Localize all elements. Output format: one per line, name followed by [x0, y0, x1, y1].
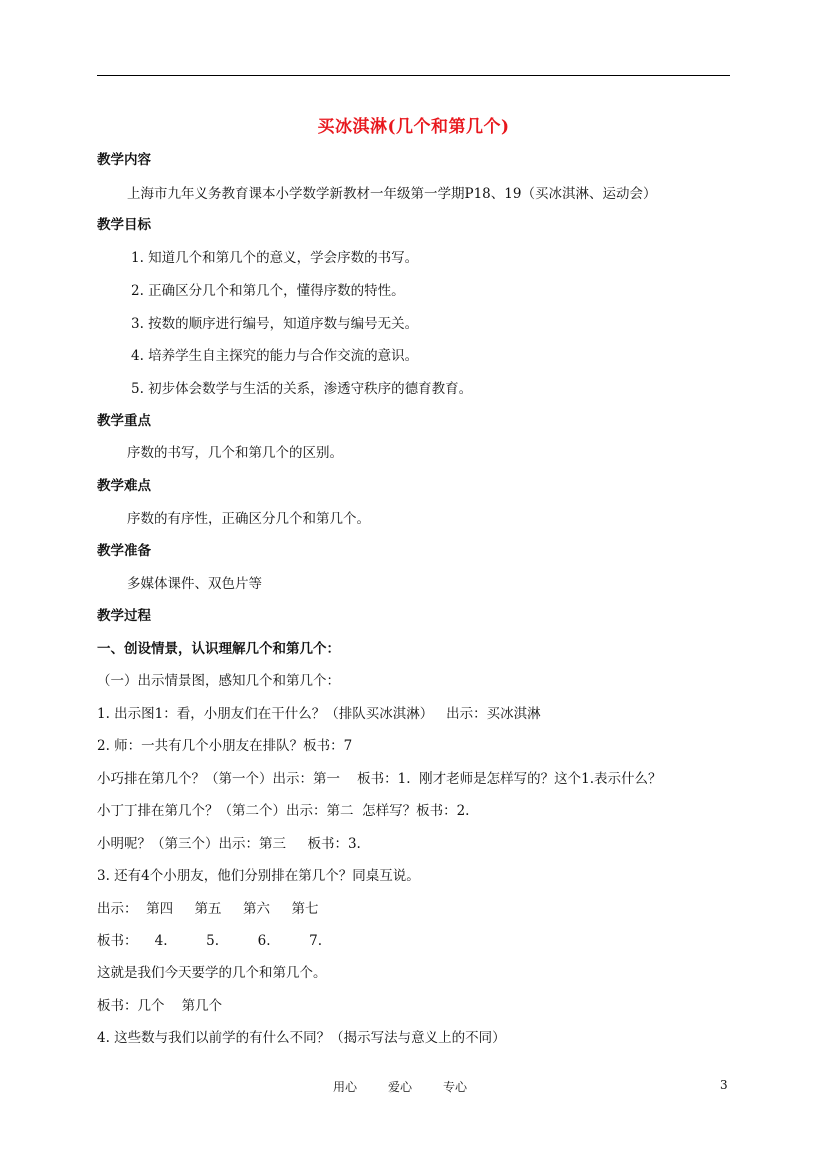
process-line-3: 1. 出示图1：看，小朋友们在干什么？（排队买冰淇淋） 出示：买冰淇淋: [97, 706, 541, 722]
heading-process: 教学过程: [97, 608, 151, 624]
goal-item-2: 2. 正确区分几个和第几个，懂得序数的特性。: [131, 283, 405, 299]
process-line-8: 3. 还有4个小朋友，他们分别排在第几个？同桌互说。: [97, 868, 420, 884]
document-title: 买冰淇淋(几个和第几个): [317, 117, 510, 137]
goal-item-3: 3. 按数的顺序进行编号，知道序数与编号无关。: [131, 316, 419, 332]
heading-difficulty: 教学难点: [97, 478, 151, 494]
process-line-5: 小巧排在第几个？（第一个）出示：第一 板书：1. 刚才老师是怎样写的？这个1.表示什么？: [97, 771, 662, 787]
key-point-text: 序数的书写，几个和第几个的区别。: [127, 445, 343, 461]
goal-item-4: 4. 培养学生自主探究的能力与合作交流的意识。: [131, 348, 419, 364]
page-number: 3: [720, 1078, 728, 1092]
footer-text-right: 专心: [443, 1080, 468, 1094]
process-line-1: 一、创设情景，认识理解几个和第几个：: [97, 641, 340, 657]
heading-teaching-content: 教学内容: [97, 152, 151, 168]
footer-text-left: 用心: [333, 1080, 358, 1094]
process-line-4: 2. 师：一共有几个小朋友在排队？板书：7: [97, 738, 353, 754]
goal-item-1: 1. 知道几个和第几个的意义，学会序数的书写。: [131, 250, 419, 266]
process-line-7: 小明呢？（第三个）出示：第三 板书：3.: [97, 836, 361, 852]
goal-item-5: 5. 初步体会数学与生活的关系，渗透守秩序的德育教育。: [131, 381, 473, 397]
process-line-9: 出示： 第四 第五 第六 第七: [97, 901, 319, 917]
process-line-10: 板书： 4. 5. 6. 7.: [97, 933, 323, 949]
process-line-6: 小丁丁排在第几个？（第二个）出示：第二 怎样写？板书：2.: [97, 803, 470, 819]
preparation-text: 多媒体课件、双色片等: [127, 576, 262, 592]
difficulty-text: 序数的有序性，正确区分几个和第几个。: [127, 511, 370, 527]
heading-key-point: 教学重点: [97, 413, 151, 429]
teaching-content-text: 上海市九年义务教育课本小学数学新教材一年级第一学期P18、19（买冰淇淋、运动会）: [127, 186, 657, 202]
process-line-12: 板书：几个 第几个: [97, 998, 223, 1014]
header-rule: [97, 75, 730, 76]
heading-preparation: 教学准备: [97, 543, 151, 559]
process-line-13: 4. 这些数与我们以前学的有什么不同？（揭示写法与意义上的不同）: [97, 1030, 506, 1046]
footer-text-middle: 爱心: [388, 1080, 413, 1094]
process-line-11: 这就是我们今天要学的几个和第几个。: [97, 965, 327, 981]
heading-teaching-goals: 教学目标: [97, 217, 151, 233]
process-line-2: （一）出示情景图，感知几个和第几个：: [97, 673, 340, 689]
